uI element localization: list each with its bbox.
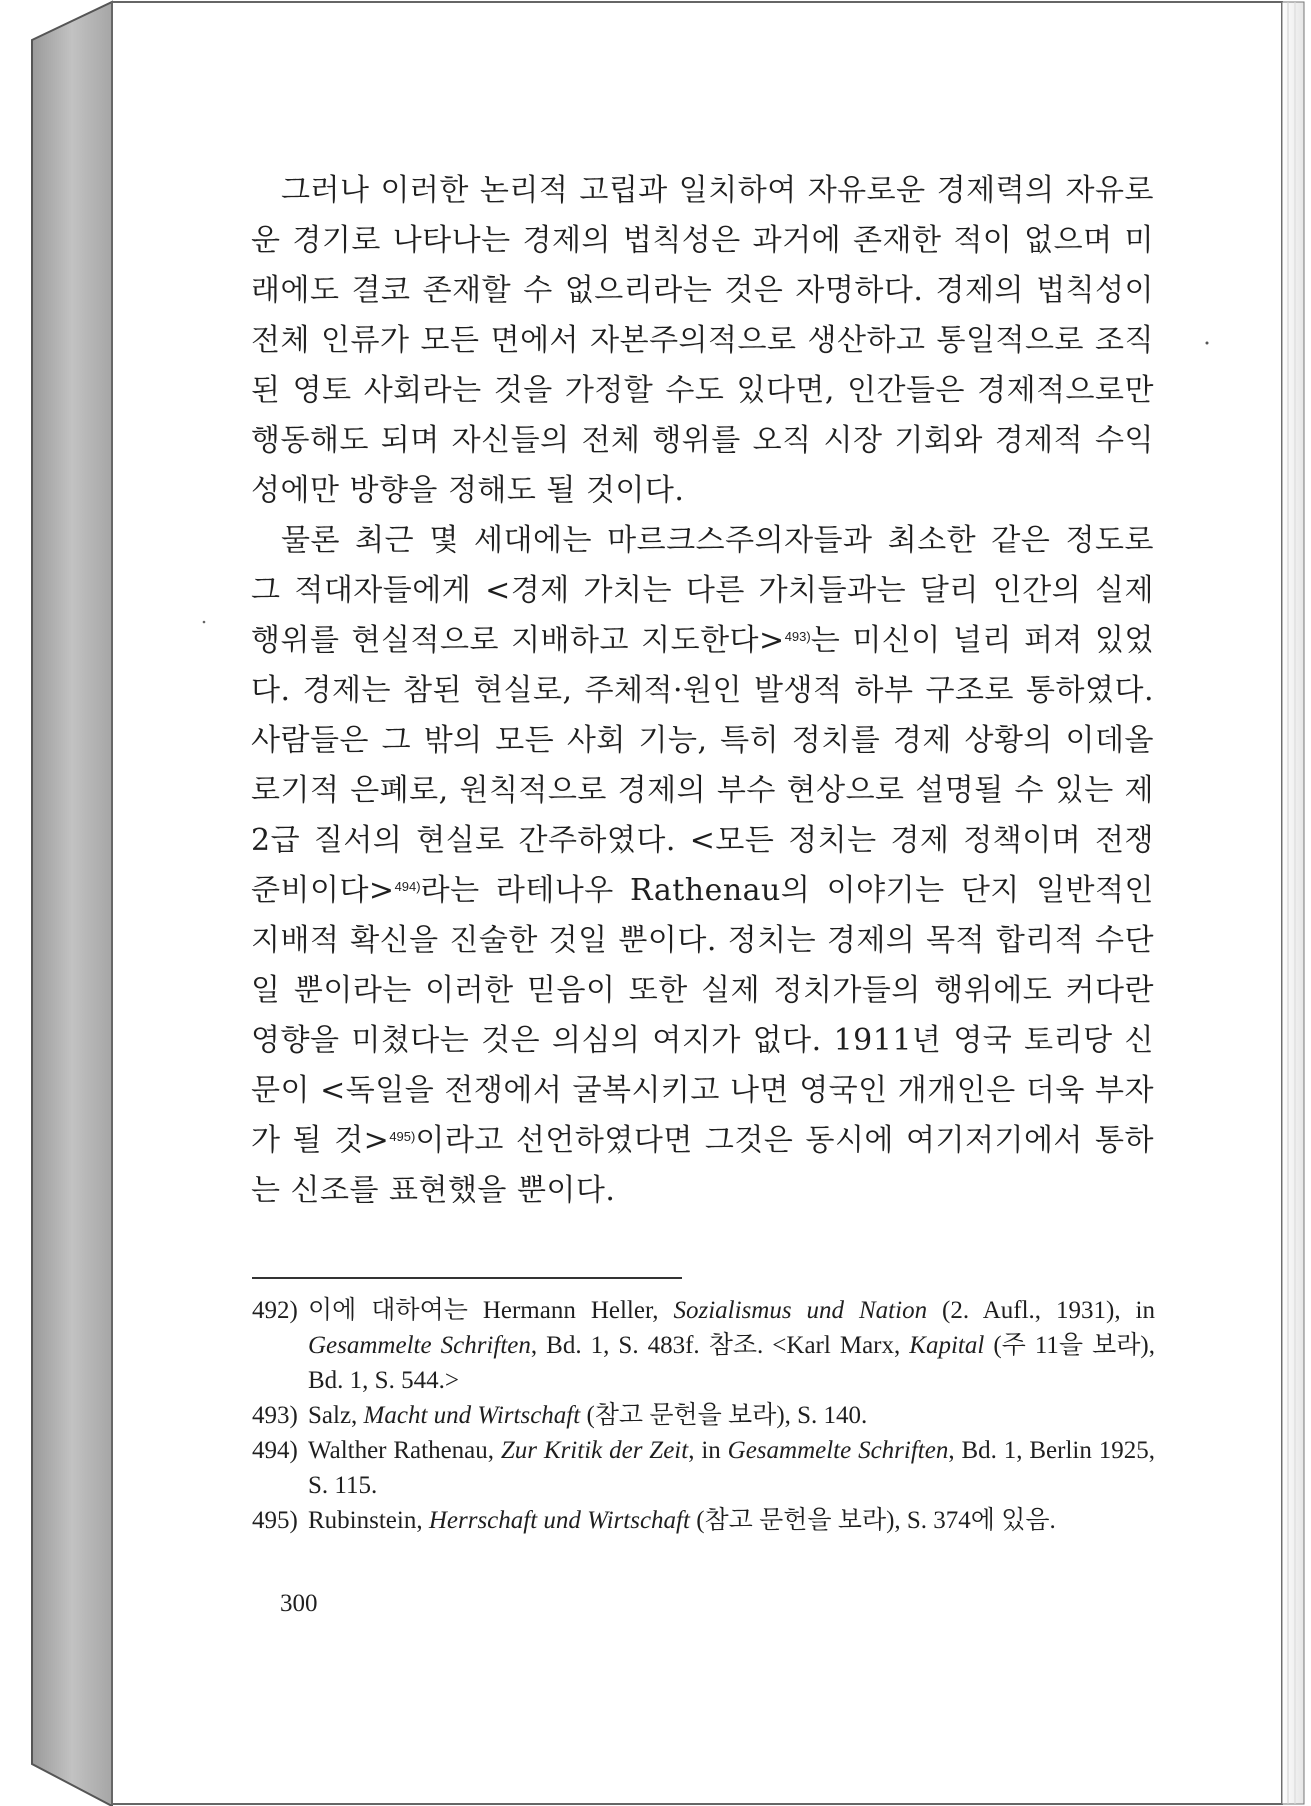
footnote-text — [308, 1398, 1155, 1433]
page-edge — [1282, 2, 1304, 1804]
footnote-text — [308, 1293, 1155, 1398]
body-text — [251, 166, 1154, 1216]
footnote-title: Herrschaft und Wirtschaft — [428, 1507, 690, 1534]
footnote-text-part: Walther Rathenau, — [308, 1437, 501, 1464]
footnote-text-part: Salz, — [308, 1402, 364, 1429]
page-number: 300 — [280, 1590, 318, 1617]
footnote-title: Gesammelte Schriften — [308, 1332, 531, 1359]
footnote-text-part: Rubinstein, — [308, 1507, 429, 1534]
footnote-reference[interactable]: 493) — [784, 629, 811, 644]
footnote-item — [252, 1503, 1155, 1538]
footnote-number: 495) — [252, 1507, 298, 1534]
footnote-number: 494) — [252, 1437, 298, 1464]
footnote-title: Zur Kritik der Zeit — [500, 1437, 689, 1464]
footnote-title: Kapital — [909, 1332, 985, 1359]
book-spine — [32, 2, 112, 1806]
footnote-text-part: (참고 문헌을 보라), S. 374에 있음. — [689, 1507, 1056, 1534]
footnote-text — [308, 1433, 1155, 1503]
footnote-reference[interactable]: 495) — [389, 1129, 416, 1144]
paragraph-text: 라는 라테나우 Rathenau의 이야기는 단지 일반적인 지배적 확신을 진술한 것일 뿐이다. 정치는 경제의 목적 합리적 수단일 뿐이라는 이러한 믿음이 또한 실제 정치가들의 행위에도 커다란 영향을 미쳤다는 것은 의심의 여지가 없다. 1911년 영국 토리당 신문이 <독일을 전쟁에서 굴복시키고 나면 영국인 개개인은 더욱 부자가 될 것> — [251, 873, 1154, 1158]
paragraph — [251, 516, 1154, 1216]
footnote-text-part: (2. Aufl., 1931), in — [927, 1297, 1155, 1324]
footnote-text-part: , Bd. 1, Berlin 1925, S. 115. — [308, 1437, 1155, 1499]
paragraph-text: 이라고 선언하였다면 그것은 동시에 여기저기에서 통하는 신조를 표현했을 뿐이다. — [251, 1123, 1154, 1208]
book-page — [112, 0, 1272, 1806]
footnote-separator — [252, 1277, 682, 1279]
paragraph-text: 그러나 이러한 논리적 고립과 일치하여 자유로운 경제력의 자유로운 경기로 나타나는 경제의 법칙성은 과거에 존재한 적이 없으며 미래에도 결코 존재할 수 없으리라는 것은 자명하다. 경제의 법칙성이 전체 인류가 모든 면에서 자본주의적으로 생산하고 통일적으로 조직된 영토 사회라는 것을 가정할 수도 있다면, 인간들은 경제적으로만 행동해도 되며 자신들의 전체 행위를 오직 시장 기회와 경제적 수익성에만 방향을 정해도 될 것이다. — [251, 173, 1154, 508]
footnote-title: Macht und Wirtschaft — [363, 1402, 581, 1429]
footnote-text-part: (참고 문헌을 보라), S. 140. — [580, 1402, 868, 1429]
footnote-text — [308, 1503, 1155, 1538]
footnotes — [252, 1293, 1155, 1538]
paragraph — [251, 166, 1154, 516]
paragraph-text: 는 미신이 널리 퍼져 있었다. 경제는 참된 현실로, 주체적·원인 발생적 하부 구조로 통하였다. 사람들은 그 밖의 모든 사회 기능, 특히 정치를 경제 상황의 이데올로기적 은폐로, 원칙적으로 경제의 부수 현상으로 설명될 수 있는 제2급 질서의 현실로 간주하였다. <모든 정치는 경제 정책이며 전쟁 준비이다> — [251, 623, 1154, 908]
footnote-text-part: , Bd. 1, S. 483f. 참조. <Karl Marx, — [530, 1332, 910, 1359]
footnote-text-part: 이에 대하여는 Hermann Heller, — [308, 1297, 674, 1324]
footnote-reference[interactable]: 494) — [394, 879, 421, 894]
footnote-item — [252, 1293, 1155, 1398]
footnote-item — [252, 1398, 1155, 1433]
footnote-title: Gesammelte Schriften — [727, 1437, 949, 1464]
footnote-text-part: , in — [688, 1437, 728, 1464]
footnote-item — [252, 1433, 1155, 1503]
paragraph-text: 물론 최근 몇 세대에는 마르크스주의자들과 최소한 같은 정도로 그 적대자들에게 <경제 가치는 다른 가치들과는 달리 인간의 실제 행위를 현실적으로 지배하고 지도한다> — [251, 523, 1154, 658]
footnote-number: 493) — [252, 1402, 298, 1429]
footnote-title: Sozialismus und Nation — [673, 1297, 928, 1324]
footnote-text-part: (주 11을 보라), Bd. 1, S. 544.> — [308, 1332, 1155, 1394]
footnote-number: 492) — [252, 1297, 298, 1324]
